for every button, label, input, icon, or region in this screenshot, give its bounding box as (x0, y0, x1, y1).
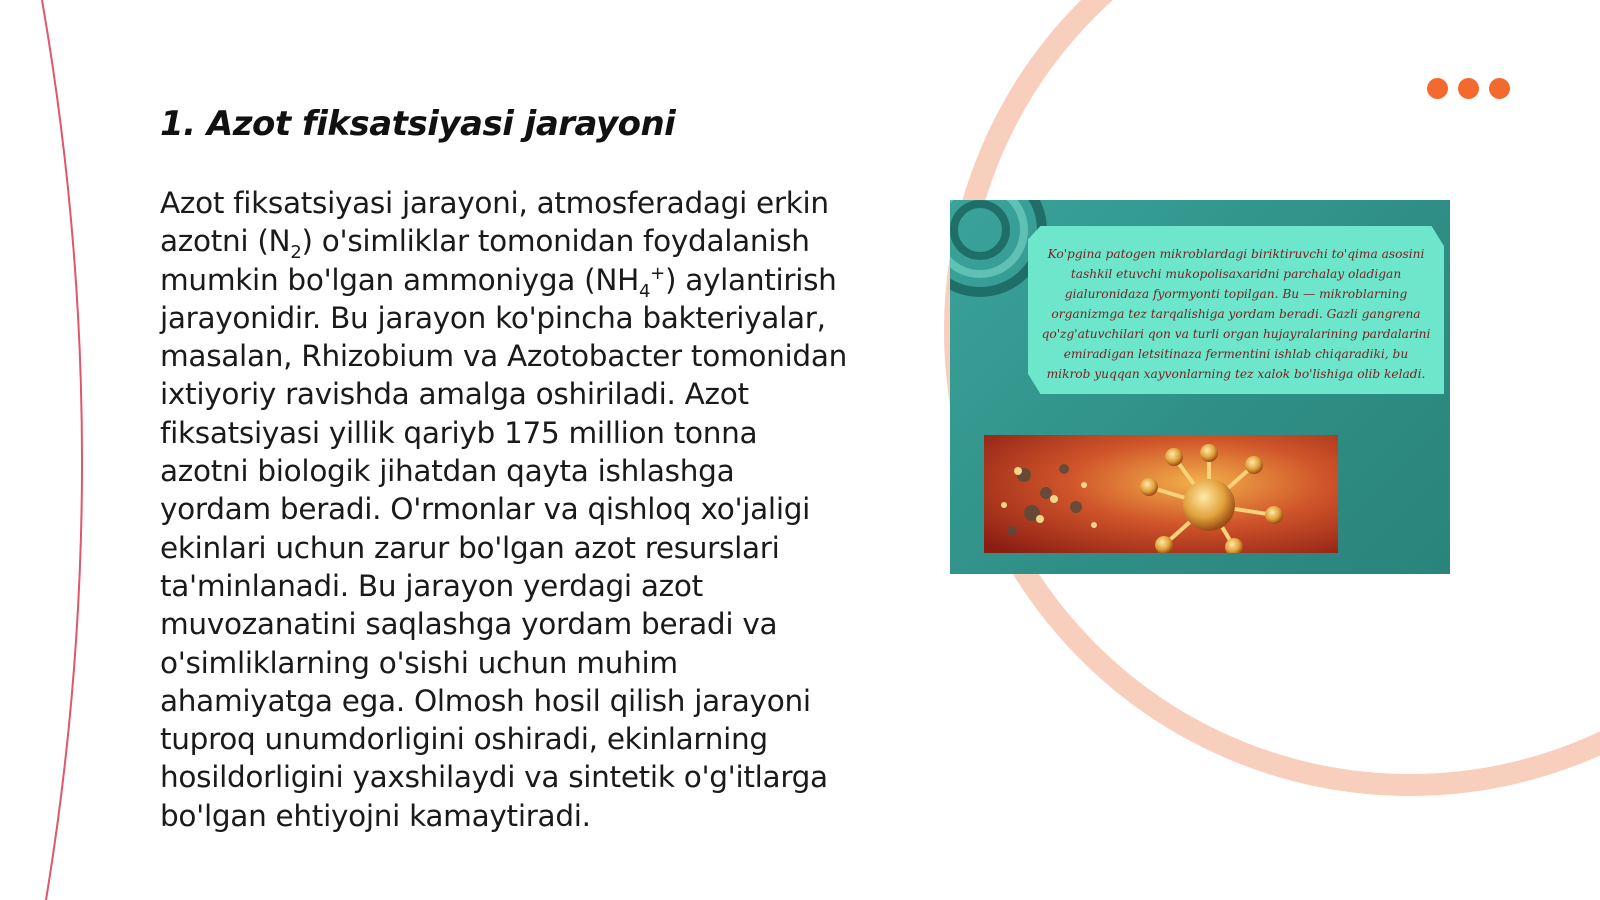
left-curve-line (42, 0, 82, 900)
body-paragraph (160, 184, 850, 835)
paragraph-text-part: Azot fiksatsiyasi jarayoni, atmosferadagi erkin azotni (N (160, 186, 829, 259)
illustration-image (950, 200, 1450, 574)
dot (1489, 78, 1510, 99)
virus-illustration (984, 435, 1338, 553)
subscript-4: 4 (638, 280, 651, 302)
subscript-2: 2 (290, 242, 302, 264)
paragraph-text-part: ) aylantirish jarayonidir. Bu jarayon ko'pincha bakteriyalar, masalan, Rhizobium va Azotobacter tomonidan ixtiyoriy ravishda amalga oshiriladi. Azot fiksatsiyasi yillik qariyb 175 million tonna azotni biologik jihatdan qayta ishlashga yordam beradi. O'rmonlar va qishloq xo'jaligi ekinlari uchun zarur bo'lgan azot resurslari ta'minlanadi. Bu jarayon yerdagi azot muvozanatini saqlashga yordam beradi va o'simliklarning o'sishi uchun muhim ahamiyatga ega. Olmosh hosil qilish jarayoni tuproq unumdorligini oshiradi, ekinlarning hosildorligini yaxshilaydi va sintetik o'g'itlarga bo'lgan ehtiyojni kamaytiradi. (160, 262, 848, 833)
slide-title: 1. Azot fiksatsiyasi jarayoni (160, 104, 676, 144)
more-dots-icon (1427, 78, 1510, 99)
superscript-plus: + (650, 262, 665, 284)
dot (1458, 78, 1479, 99)
dot (1427, 78, 1448, 99)
image-caption-text: Ko'pgina patogen mikroblardagi biriktiruvchi to'qima asosini tashkil etuvchi mukopolisaxaridni parchalay oladigan gialuronidaza fyormyonti topilgan. Bu — mikroblarning organizmga tez tarqalishiga yordam beradi. Gazli gangrena qo'zg'atuvchilari qon va turli organ hujayralarining pardalarini emiradigan letsitinaza fermentini ishlab chiqaradiki, bu mikrob yuqqan xayvonlarning tez xalok bo'lishiga olib keladi. (1041, 247, 1431, 381)
paragraph-text-part: ) o'simliklar tomonidan foydalanish mumkin bo'lgan ammoniyga (NH (160, 224, 810, 297)
